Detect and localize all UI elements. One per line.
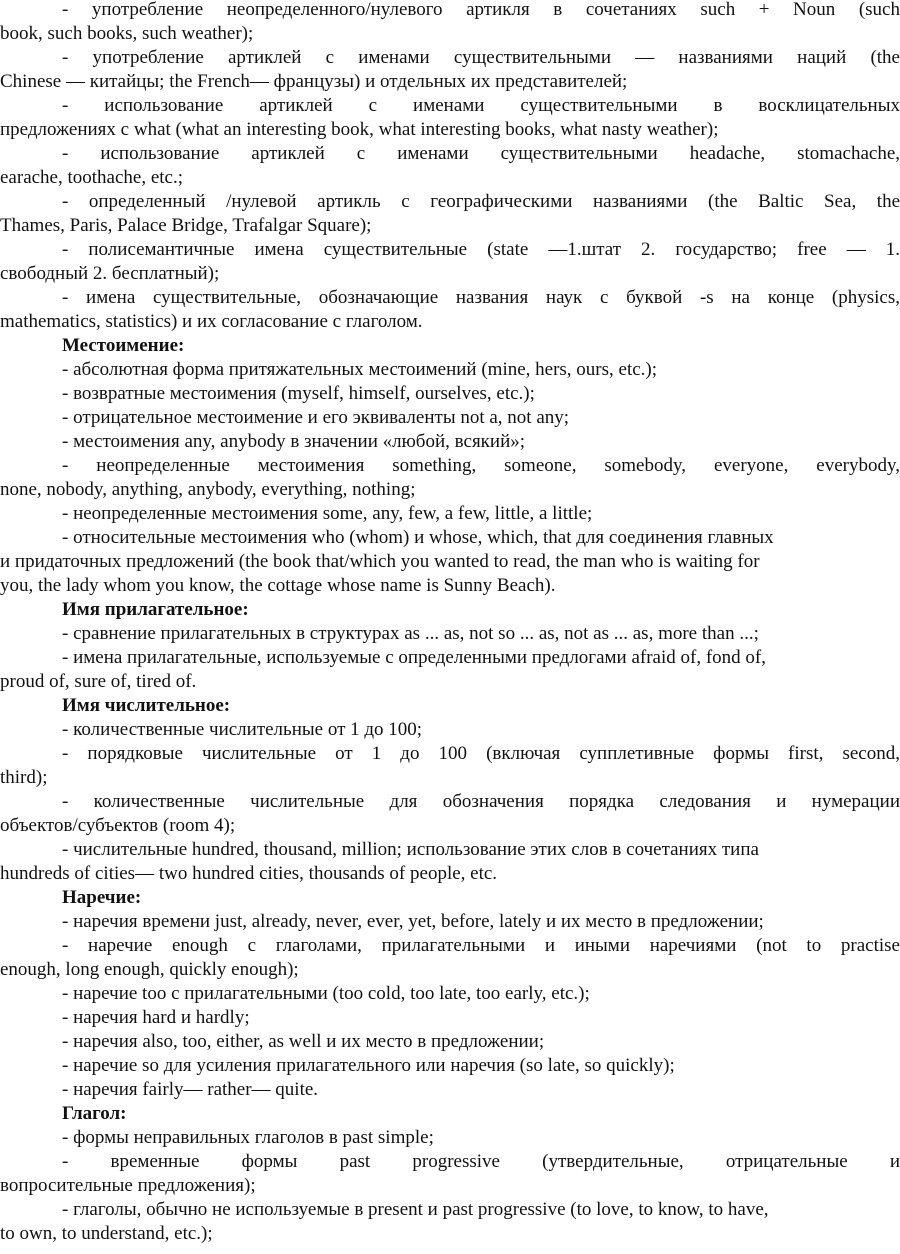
text-line: hundreds of cities— two hundred cities, thousands of people, etc. xyxy=(0,863,498,884)
text-line: - имена прилагательные, используемые с определенными предлогами afraid of, fond of, xyxy=(62,647,767,668)
text-line: - имена существительные, обозначающие названия наук с буквой -s на конце (physics, xyxy=(62,287,900,308)
section-heading-verb: Глагол: xyxy=(62,1103,127,1124)
text-line: enough, long enough, quickly enough); xyxy=(0,959,299,980)
text-line: - неопределенные местоимения some, any, few, a few, little, a little; xyxy=(62,503,593,524)
text-line: - абсолютная форма притяжательных местоимений (mine, hers, ours, etc.); xyxy=(62,359,658,380)
text-line: you, the lady whom you know, the cottage whose name is Sunny Beach). xyxy=(0,575,556,596)
text-line: none, nobody, anything, anybody, everything, nothing; xyxy=(0,479,416,500)
text-line: - определенный /нулевой артикль с географическими названиями (the Baltic Sea, the xyxy=(62,191,900,212)
text-line: - наречия времени just, already, never, ever, yet, before, lately и их место в предложении; xyxy=(62,911,764,932)
text-line: - наречие enough с глаголами, прилагательными и иными наречиями (not to practise xyxy=(62,935,900,956)
text-line: - наречия also, too, either, as well и их место в предложении; xyxy=(62,1031,545,1052)
text-line: - глаголы, обычно не используемые в present и past progressive (to love, to know, to have, xyxy=(62,1199,769,1220)
text-line: - неопределенные местоимения something, someone, somebody, everyone, everybody, xyxy=(62,455,900,476)
text-line: - относительные местоимения who (whom) и whose, which, that для соединения главных xyxy=(62,527,774,548)
text-line: to own, to understand, etc.); xyxy=(0,1223,213,1244)
text-line: - количественные числительные для обозначения порядка следования и нумерации xyxy=(62,791,900,812)
text-line: proud of, sure of, tired of. xyxy=(0,671,197,692)
text-line: - употребление артиклей с именами существительными — названиями наций (the xyxy=(62,47,900,68)
text-line: - отрицательное местоимение и его эквиваленты not a, not any; xyxy=(62,407,570,428)
text-line: объектов/субъектов (room 4); xyxy=(0,815,236,836)
text-line: свободный 2. бесплатный); xyxy=(0,263,220,284)
text-line: - наречия fairly— rather— quite. xyxy=(62,1079,319,1100)
text-line: mathematics, statistics) и их согласование с глаголом. xyxy=(0,311,423,332)
text-line: - местоимения any, anybody в значении «любой, всякий»; xyxy=(62,431,526,452)
section-heading-adverb: Наречие: xyxy=(62,887,142,908)
text-line: - возвратные местоимения (myself, himself, ourselves, etc.); xyxy=(62,383,535,404)
text-line: - количественные числительные от 1 до 100; xyxy=(62,719,423,740)
text-line: Chinese — китайцы; the French— французы) и отдельных их представителей; xyxy=(0,71,628,92)
text-line: - наречия hard и hardly; xyxy=(62,1007,250,1028)
text-line: - числительные hundred, thousand, million; использование этих слов в сочетаниях типа xyxy=(62,839,759,860)
text-line: earache, toothache, etc.; xyxy=(0,167,184,188)
text-line: - наречие so для усиления прилагательного или наречия (so late, so quickly); xyxy=(62,1055,675,1076)
section-heading-numeral: Имя числительное: xyxy=(62,695,231,716)
text-line: - использование артиклей с именами существительными в восклицательных xyxy=(62,95,900,116)
text-line: предложениях с what (what an interesting book, what interesting books, what nasty weather); xyxy=(0,119,719,140)
section-heading-pronoun: Местоимение: xyxy=(62,335,185,356)
text-line: - полисемантичные имена существительные (state —1.штат 2. государство; free — 1. xyxy=(62,239,900,260)
text-line: - порядковые числительные от 1 до 100 (включая супплетивные формы first, second, xyxy=(62,743,900,764)
text-line: book, such books, such weather); xyxy=(0,23,254,44)
text-line: - сравнение прилагательных в структурах as ... as, not so ... as, not as ... as, more than ...; xyxy=(62,623,759,644)
section-heading-adjective: Имя прилагательное: xyxy=(62,599,249,620)
text-line: third); xyxy=(0,767,48,788)
text-line: Thames, Paris, Palace Bridge, Trafalgar Square); xyxy=(0,215,372,236)
text-line: вопросительные предложения); xyxy=(0,1175,256,1196)
text-line: - временные формы past progressive (утвердительные, отрицательные и xyxy=(62,1151,900,1172)
text-line: - употребление неопределенного/нулевого артикля в сочетаниях such + Noun (such xyxy=(62,0,900,20)
text-line: - формы неправильных глаголов в past simple; xyxy=(62,1127,434,1148)
text-line: и придаточных предложений (the book that/which you wanted to read, the man who is waiting for xyxy=(0,551,760,572)
text-line: - использование артиклей с именами существительными headache, stomachache, xyxy=(62,143,900,164)
text-line: - наречие too с прилагательными (too cold, too late, too early, etc.); xyxy=(62,983,590,1004)
